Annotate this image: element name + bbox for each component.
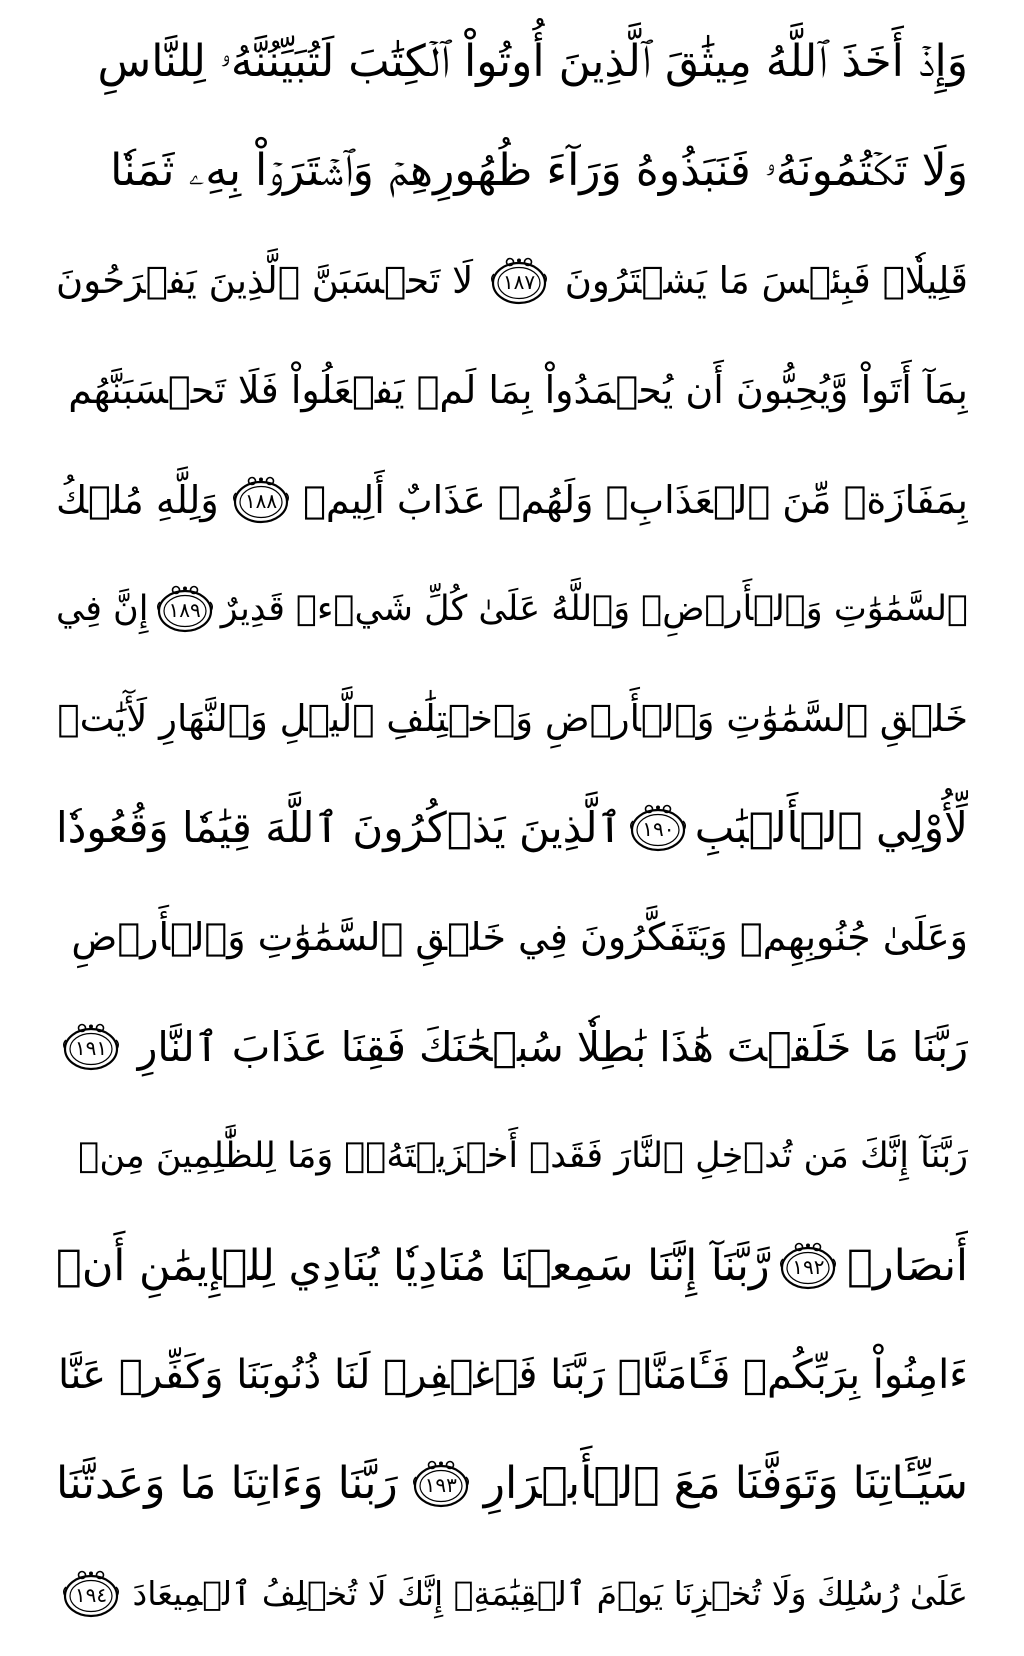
verse-line	[56, 1331, 968, 1419]
verse-text: لَا تَحۡسَبَنَّ ٱلَّذِينَ يَفۡرَحُونَ	[56, 258, 474, 302]
verse-text: عَلَىٰ رُسُلِكَ وَلَا تُخۡزِنَا يَوۡمَ ٱلۡقِيَٰمَةِۗ إِنَّكَ لَا تُخۡلِفُ ٱلۡمِيعَادَ	[132, 1573, 968, 1613]
verse-text: رَبَّنَا وَءَاتِنَا مَا وَعَدتَّنَا	[56, 1458, 398, 1510]
verse-line	[56, 1112, 968, 1200]
ayah-number-marker	[779, 1241, 837, 1291]
verse-line	[56, 1440, 968, 1528]
verse-text: بِمَفَازَةٖ مِّنَ ٱلۡعَذَابِۖ وَلَهُمۡ عَذَابٌ أَلِيمٞ	[303, 477, 968, 522]
ayah-number: ١٨٨	[244, 488, 278, 513]
verse-text: وَإِذۡ أَخَذَ ٱللَّهُ مِيثَٰقَ ٱلَّذِينَ أُوتُواْ ٱلۡكِتَٰبَ لَتُبَيِّنُنَّهُۥ لِلنَّاسِ	[97, 36, 968, 87]
verse-line	[56, 784, 968, 872]
verse-text: سَيِّـَٔاتِنَا وَتَوَفَّنَا مَعَ ٱلۡأَبۡرَارِ	[483, 1458, 968, 1510]
ayah-number-marker	[62, 1569, 120, 1619]
ayah-number: ١٩٠	[642, 816, 675, 841]
ayah-number-marker	[62, 1022, 120, 1072]
ayah-number: ١٩١	[74, 1035, 108, 1060]
verse-line	[56, 1222, 968, 1310]
verse-line	[56, 1003, 968, 1091]
verse-line	[56, 346, 968, 434]
verse-line	[56, 565, 968, 653]
verse-text: ءَامِنُواْ بِرَبِّكُمۡ فَـَٔامَنَّاۚ رَبَّنَا فَٱغۡفِرۡ لَنَا ذُنُوبَنَا وَكَفِّرۡ عَنَّا	[58, 1352, 968, 1399]
verse-text: إِنَّ فِي	[56, 589, 149, 630]
verse-text: أَنصَارٖ	[847, 1240, 968, 1291]
ayah-number-marker	[490, 256, 548, 306]
verse-text: ٱلسَّمَٰوَٰتِ وَٱلۡأَرۡضِۗ وَٱللَّهُ عَلَىٰ كُلِّ شَيۡءٖ قَدِيرٌ	[220, 589, 968, 630]
ayah-number-marker	[629, 803, 687, 853]
ayah-number: ١٩٢	[792, 1254, 825, 1279]
ayah-number: ١٨٩	[168, 598, 201, 623]
verse-line	[56, 675, 968, 763]
ayah-number-marker	[232, 475, 290, 525]
verse-text: رَبَّنَآ إِنَّكَ مَن تُدۡخِلِ ٱلنَّارَ فَقَدۡ أَخۡزَيۡتَهُۥۖ وَمَا لِلظَّٰلِمِينَ مِنۡ	[78, 1136, 968, 1177]
verse-lines	[56, 18, 968, 1638]
verse-text: وَلِلَّهِ مُلۡكُ	[56, 477, 219, 522]
verse-text: ٱلَّذِينَ يَذۡكُرُونَ ٱللَّهَ قِيَٰمٗا وَقُعُودٗا	[56, 802, 623, 852]
verse-text: وَلَا تَكۡتُمُونَهُۥ فَنَبَذُوهُ وَرَآءَ ظُهُورِهِمۡ وَٱشۡتَرَوۡاْ بِهِۦ ثَمَنٗا	[110, 145, 968, 197]
verse-line	[56, 1550, 968, 1638]
verse-line	[56, 127, 968, 215]
ayah-number-marker	[156, 584, 214, 634]
verse-line	[56, 237, 968, 325]
verse-text: وَعَلَىٰ جُنُوبِهِمۡ وَيَتَفَكَّرُونَ فِي خَلۡقِ ٱلسَّمَٰوَٰتِ وَٱلۡأَرۡضِ	[71, 915, 968, 960]
ayah-number: ١٩٤	[74, 1582, 108, 1607]
verse-text: رَبَّنَا مَا خَلَقۡتَ هَٰذَا بَٰطِلٗا سُبۡحَٰنَكَ فَقِنَا عَذَابَ ٱلنَّارِ	[137, 1022, 968, 1071]
ayah-number: ١٩٣	[424, 1473, 457, 1498]
verse-text: رَّبَّنَآ إِنَّنَا سَمِعۡنَا مُنَادِيٗا يُنَادِي لِلۡإِيمَٰنِ أَنۡ	[56, 1240, 770, 1291]
verse-text: لِّأُوْلِي ٱلۡأَلۡبَٰبِ	[694, 802, 968, 852]
verse-text: خَلۡقِ ٱلسَّمَٰوَٰتِ وَٱلۡأَرۡضِ وَٱخۡتِلَٰفِ ٱلَّيۡلِ وَٱلنَّهَارِ لَأٓيَٰتٖ	[57, 696, 968, 740]
verse-text: بِمَآ أَتَواْ وَّيُحِبُّونَ أَن يُحۡمَدُواْ بِمَا لَمۡ يَفۡعَلُواْ فَلَا تَحۡسَبَنَّهُم	[68, 368, 968, 413]
ayah-number: ١٨٧	[502, 269, 536, 294]
verse-line	[56, 456, 968, 544]
verse-line	[56, 18, 968, 106]
ayah-number-marker	[412, 1459, 470, 1509]
verse-text: قَلِيلٗاۖ فَبِئۡسَ مَا يَشۡتَرُونَ	[564, 258, 968, 302]
verse-line	[56, 893, 968, 981]
